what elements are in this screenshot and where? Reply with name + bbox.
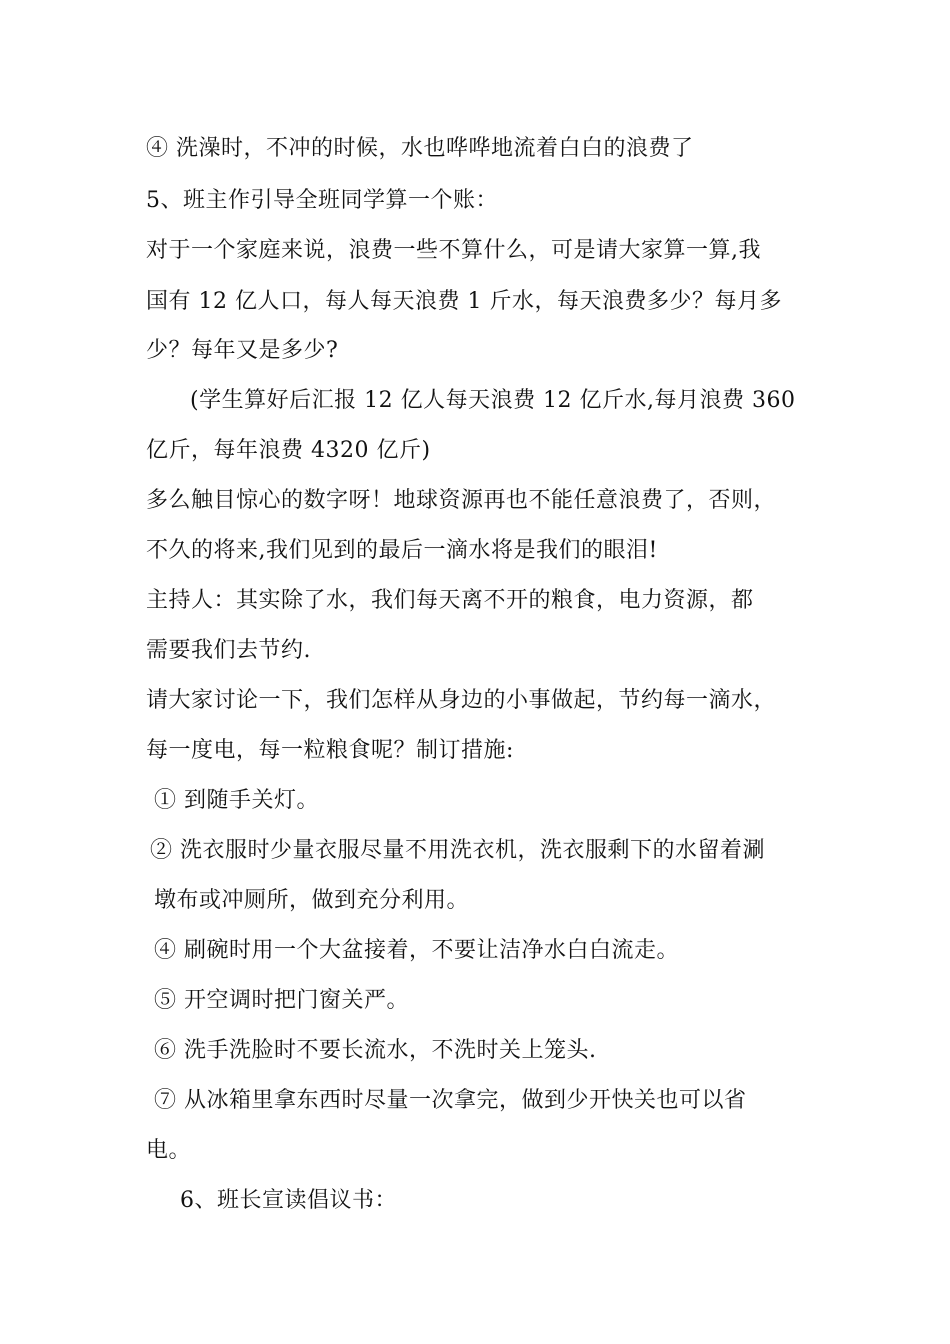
section-5-heading: 5、班主作引导全班同学算一个账： bbox=[146, 188, 498, 213]
list-item: ⑤ 开空调时把门窗关严。 bbox=[154, 988, 409, 1013]
list-item: ② 洗衣服时少量衣服尽量不用洗衣机，洗衣服剩下的水留着涮 bbox=[150, 838, 765, 863]
list-item: ① 到随手关灯。 bbox=[154, 788, 319, 813]
list-item: ⑦ 从冰箱里拿东西时尽量一次拿完，做到少开快关也可以省 bbox=[154, 1088, 747, 1113]
list-item-continuation: 电。 bbox=[146, 1138, 192, 1163]
paragraph-line: 不久的将来,我们见到的最后一滴水将是我们的眼泪! bbox=[146, 538, 658, 563]
paragraph-line: 亿斤，每年浪费 4320 亿斤) bbox=[146, 438, 431, 463]
list-item-4-shower: ④ 洗澡时，不冲的时候，水也哗哗地流着白白的浪费了 bbox=[146, 136, 694, 161]
paragraph-line: 主持人：其实除了水，我们每天离不开的粮食，电力资源，都 bbox=[146, 588, 754, 613]
paragraph-line: 少？每年又是多少? bbox=[146, 338, 339, 363]
paragraph-line: (学生算好后汇报 12 亿人每天浪费 12 亿斤水,每月浪费 360 bbox=[190, 388, 796, 413]
paragraph-line: 请大家讨论一下，我们怎样从身边的小事做起，节约每一滴水， bbox=[146, 688, 777, 713]
paragraph-line: 需要我们去节约. bbox=[146, 638, 311, 663]
list-item: ⑥ 洗手洗脸时不要长流水，不洗时关上笼头. bbox=[154, 1038, 597, 1063]
list-item: ④ 刷碗时用一个大盆接着，不要让洁净水白白流走。 bbox=[154, 938, 679, 963]
list-item-continuation: 墩布或冲厕所，做到充分利用。 bbox=[154, 888, 470, 913]
section-6-heading: 6、班长宣读倡议书： bbox=[180, 1188, 397, 1213]
paragraph-line: 多么触目惊心的数字呀！地球资源再也不能任意浪费了，否则， bbox=[146, 488, 777, 513]
paragraph-line: 每一度电，每一粒粮食呢？制订措施: bbox=[146, 738, 514, 763]
paragraph-line: 对于一个家庭来说，浪费一些不算什么，可是请大家算一算,我 bbox=[146, 238, 761, 263]
paragraph-line: 国有 12 亿人口，每人每天浪费 1 斤水，每天浪费多少？每月多 bbox=[146, 289, 782, 314]
